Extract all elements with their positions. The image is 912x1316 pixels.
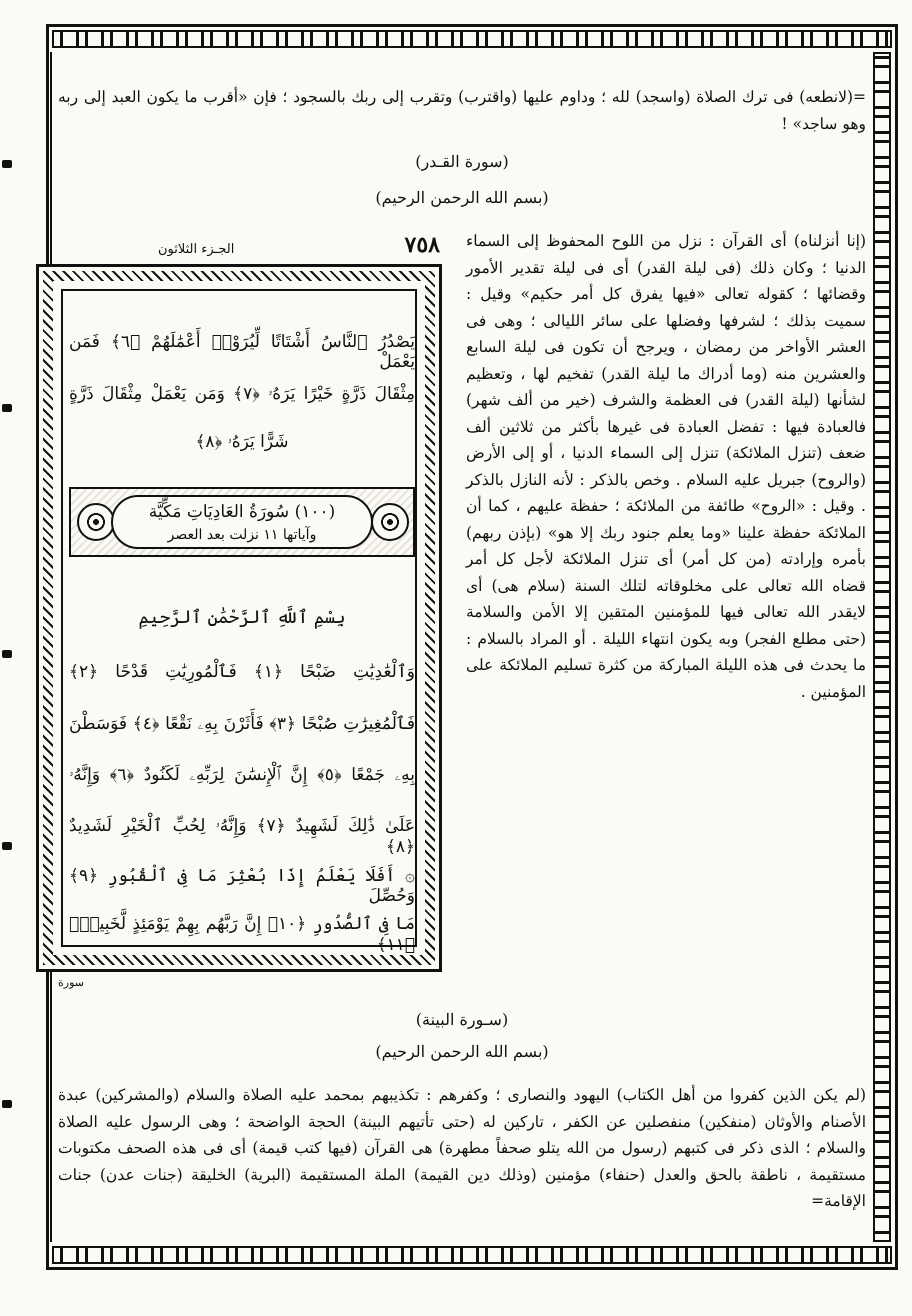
surah-qadr-title: (سورة القـدر) [415, 152, 509, 171]
binding-mark [2, 160, 12, 168]
panel-caption: سورة [58, 976, 84, 989]
verse-line: يَصْدُرُ ٱلنَّاسُ أَشْتَاتًا لِّيُرَوْا۟ أَعْمَٰلَهُمْ ﴿٦﴾ فَمَن يَعْمَلْ [69, 332, 416, 372]
surah-info: وآياتها ١١ نزلت بعد العصر [167, 527, 317, 543]
ornamental-border-bottom [52, 1246, 892, 1264]
surah-cartouche [111, 495, 373, 549]
page-number: ٧٥٨ [404, 232, 440, 258]
binding-mark [2, 650, 12, 658]
verse-line: بِهِۦ جَمْعًا ﴿٥﴾ إِنَّ ٱلْإِنسَٰنَ لِرَبِّهِۦ لَكَنُودٌ ﴿٦﴾ وَإِنَّهُۥ [69, 765, 415, 785]
verse-line: وَٱلْعَٰدِيَٰتِ ضَبْحًا ﴿١﴾ فَٱلْمُورِيَٰتِ قَدْحًا ﴿٢﴾ [69, 662, 415, 682]
ornamental-border-right [873, 52, 891, 1242]
quran-page-panel [36, 264, 442, 972]
verse-line: شَرًّا يَرَهُۥ ﴿٨﴾ [195, 432, 289, 452]
binding-mark [2, 404, 12, 412]
surah-qadr-basmala: (بسم الله الرحمن الرحيم) [375, 188, 549, 207]
rosette-ornament-icon [77, 503, 115, 541]
tafsir-right-column: (إنا أنزلناه) أى القرآن : نزل من اللوح المحفوظ إلى السماء الدنيا ؛ وكان ذلك (فى ليلة القدر) أى فى ليلة تقدير الأمور وقضائها ؛ كقوله تعالى «فيها يفرق كل أمر حكيم» وقيل : سميت بذلك ؛ لشرفها وفضلها على سائر الليالى ؛ وهى فى العشر الأواخر من رمضان ، ويرجح أن تكون فى ليلة السابع والعشرين منه (وما أدراك ما ليلة القدر) تفخيم لها ، وتعظيم لشأنها (ليلة القدر) فى العظمة والشرف (خير من ألف شهر) فالعبادة فيها : تفضل العبادة فى غيرها بأكثر من ثلاثين ألف ضعف (تنزل الملائكة) تنزل إلى السماء الدنيا ، أو إلى الأرض (والروح) جبريل عليه السلام . وخص بالذكر : لأنه النازل بالذكر . وقيل : «الروح» طائفة من الملائكة ؛ حفظة عليهم ، كما أن الملائكة حفظة علينا «وما يعلم جنود ربك إلا هو» (بإذن ربهم) بأمره وإرادته (من كل أمر) أى تنزل الملائكة لأجل كل أمر قضاه الله تعالى على مخلوقاته لتلك السنة (سلام هى) أى لايقدر الله تعالى فيها للمؤمنين المتقين إلا الأمن والسلامة (حتى مطلع الفجر) وبه يكون انتهاء الليلة . أو المراد بالسلام : ما يحدث فى هذه الليلة المباركة من كثرة تسليم الملائكة على المؤمنين . [466, 232, 866, 701]
surah-name: (١٠٠) سُورَةُ العَادِيَاتِ مَكِّيَّة [148, 502, 336, 522]
verse-line: عَلَىٰ ذَٰلِكَ لَشَهِيدٌ ﴿٧﴾ وَإِنَّهُۥ لِحُبِّ ٱلْخَيْرِ لَشَدِيدٌ ﴿٨﴾ [69, 816, 415, 857]
verse-line: مَا فِى ٱلصُّدُورِ ﴿١٠﴾ إِنَّ رَبَّهُم بِهِمْ يَوْمَئِذٍ لَّخَبِيرٌۢ ﴿١١﴾ [69, 914, 416, 955]
rosette-ornament-icon [371, 503, 409, 541]
tafsir-bottom-text: (لم يكن الذين كفروا من أهل الكتاب) اليهود والنصارى ؛ وكفرهم : تكذيبهم بمحمد عليه الصلاة والسلام (والمشركين) عبدة الأصنام والأوثان (منفكين) منفصلين عن الكفر ، تاركين له (حتى تأتيهم البينة) الحجة الواضحة ؛ وهى الرسول عليه الصلاة والسلام ؛ الذى ذكر فى كتبهم (رسول من الله يتلو صحفاً مطهرة) هى القرآن (فيها كتب قيمة) أى فى هذه الصحف مكتوبات مستقيمة ، ناطقة بالحق والعدل (حنفاء) مؤمنين (وذلك دين القيمة) الملة المستقيمة (البرية) الخليقة (جنات عدن) جنات الإقامة= [58, 1086, 866, 1210]
tafsir-top-text: =(لانطعه) فى ترك الصلاة (واسجد) لله ؛ وداوم عليها (واقترب) وتقرب إلى ربك بالسجود ؛ فإن «أقرب ما يكون العبد إلى ربه وهو ساجد» ! [58, 88, 866, 133]
ornamental-border-top [52, 30, 892, 48]
surah-bayyina-title: (سـورة البينة) [415, 1010, 509, 1029]
surah-bayyina-basmala: (بسم الله الرحمن الرحيم) [375, 1042, 549, 1061]
basmala: بِسْمِ ٱللَّهِ ٱلرَّحْمَٰنِ ٱلرَّحِيمِ [138, 607, 346, 628]
binding-mark [2, 1100, 12, 1108]
quran-page-header [100, 232, 440, 264]
surah-banner [69, 487, 415, 557]
verse-line: ۞ أَفَلَا يَعْلَمُ إِذَا بُعْثِرَ مَا فِى ٱلْقُبُورِ ﴿٩﴾ وَحُصِّلَ [69, 866, 415, 906]
juz-label: الجـزء الثلاثون [158, 242, 235, 257]
verse-line: فَٱلْمُغِيرَٰتِ صُبْحًا ﴿٣﴾ فَأَثَرْنَ بِهِۦ نَقْعًا ﴿٤﴾ فَوَسَطْنَ [69, 714, 415, 734]
verse-line: مِثْقَالَ ذَرَّةٍ خَيْرًا يَرَهُۥ ﴿٧﴾ وَمَن يَعْمَلْ مِثْقَالَ ذَرَّةٍ [69, 384, 415, 404]
binding-mark [2, 842, 12, 850]
